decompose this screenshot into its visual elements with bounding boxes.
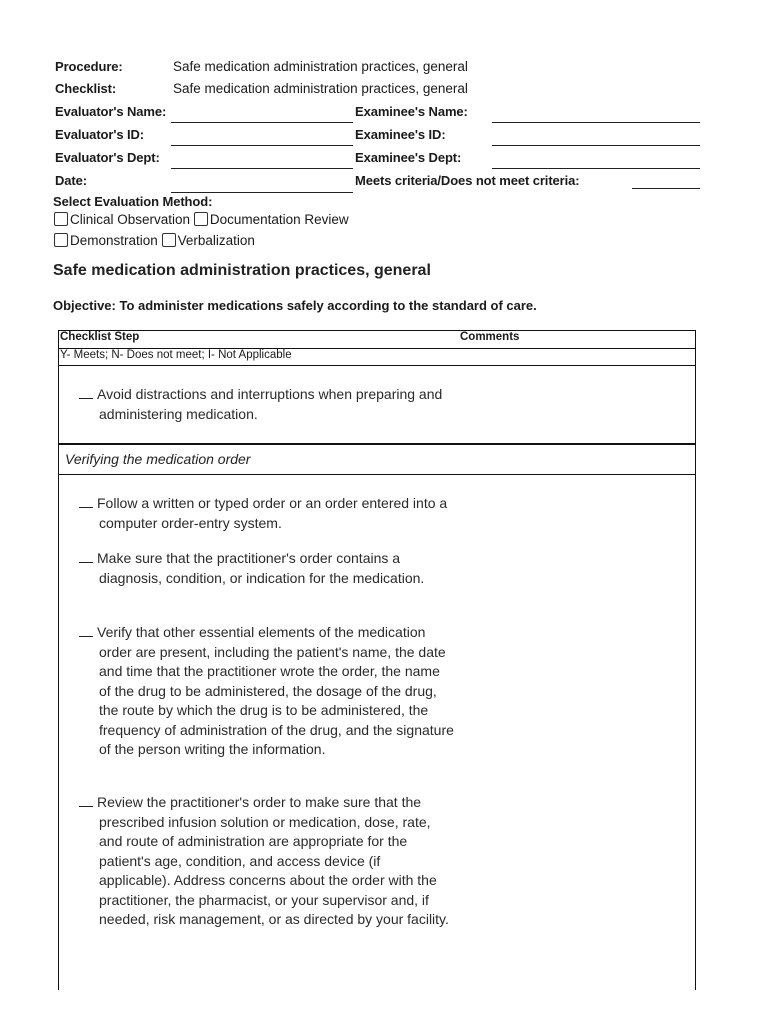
checklist-step: Follow a written or typed order or an order entered into a computer order-entry system. xyxy=(79,494,454,533)
examinee-id-label: Examinee's ID: xyxy=(355,127,446,142)
evaluation-method-row-1 xyxy=(54,212,349,227)
checklist-step: Verify that other essential elements of the medication order are present, including the patient's name, the date and time that the practitioner wrote the order, the name of the drug to be administered, the dosage of the drug, the route by which the drug is to be administered, the frequency of administration of the drug, and the signature of the person writing the information. xyxy=(79,623,454,760)
verbalization-option[interactable] xyxy=(162,233,255,248)
checkbox-icon[interactable] xyxy=(162,233,176,247)
examinee-name-field[interactable] xyxy=(492,122,700,123)
checkbox-icon[interactable] xyxy=(54,212,68,226)
documentation-review-label: Documentation Review xyxy=(209,212,349,227)
documentation-review-option[interactable] xyxy=(194,212,349,227)
checklist-step: Review the practitioner's order to make sure that the prescribed infusion solution or medication, dose, rate, and route of administration are appropriate for the patient's age, condition, and access device (if applicable). Address concerns about the order with the practitioner, the pharmacist, or your supervisor and, if needed, risk management, or as directed by your facility. xyxy=(79,793,454,930)
checklist-value: Safe medication administration practices, general xyxy=(173,81,468,96)
section-title: Safe medication administration practices, general xyxy=(53,262,431,279)
col-comments: Comments xyxy=(460,331,520,343)
examinee-dept-field[interactable] xyxy=(492,168,700,169)
date-field[interactable] xyxy=(171,192,353,193)
meets-criteria-field[interactable] xyxy=(632,188,700,189)
clinical-observation-label: Clinical Observation xyxy=(70,212,191,227)
evaluator-dept-label: Evaluator's Dept: xyxy=(55,150,160,165)
clinical-observation-option[interactable] xyxy=(54,212,190,227)
evaluator-id-field[interactable] xyxy=(171,145,353,146)
subsection-verifying-order: Verifying the medication order xyxy=(65,451,251,467)
demonstration-option[interactable] xyxy=(54,233,158,248)
evaluation-method-row-2 xyxy=(54,233,255,248)
examinee-dept-label: Examinee's Dept: xyxy=(355,150,462,165)
evaluator-dept-field[interactable] xyxy=(171,168,353,169)
date-label: Date: xyxy=(55,173,88,188)
demonstration-label: Demonstration xyxy=(70,233,158,248)
verbalization-label: Verbalization xyxy=(177,233,255,248)
checklist-table xyxy=(58,330,696,990)
examinee-name-label: Examinee's Name: xyxy=(355,104,468,119)
checklist-step: Make sure that the practitioner's order contains a diagnosis, condition, or indication for the medication. xyxy=(79,549,454,588)
col-checklist-step: Checklist Step xyxy=(60,331,140,343)
procedure-value: Safe medication administration practices, general xyxy=(173,59,468,74)
checkbox-icon[interactable] xyxy=(194,212,208,226)
examinee-id-field[interactable] xyxy=(492,145,700,146)
checklist-step: Avoid distractions and interruptions when preparing and administering medication. xyxy=(79,385,454,424)
checkbox-icon[interactable] xyxy=(54,233,68,247)
evaluator-name-label: Evaluator's Name: xyxy=(55,104,167,119)
checklist-label: Checklist: xyxy=(55,81,117,96)
evaluation-method-title: Select Evaluation Method: xyxy=(53,194,213,209)
objective-text: Objective: To administer medications safely according to the standard of care. xyxy=(53,298,537,313)
evaluator-name-field[interactable] xyxy=(171,122,353,123)
legend-text: Y- Meets; N- Does not meet; I- Not Applicable xyxy=(60,349,292,361)
evaluator-id-label: Evaluator's ID: xyxy=(55,127,145,142)
meets-criteria-label: Meets criteria/Does not meet criteria: xyxy=(355,173,580,188)
procedure-label: Procedure: xyxy=(55,59,123,74)
